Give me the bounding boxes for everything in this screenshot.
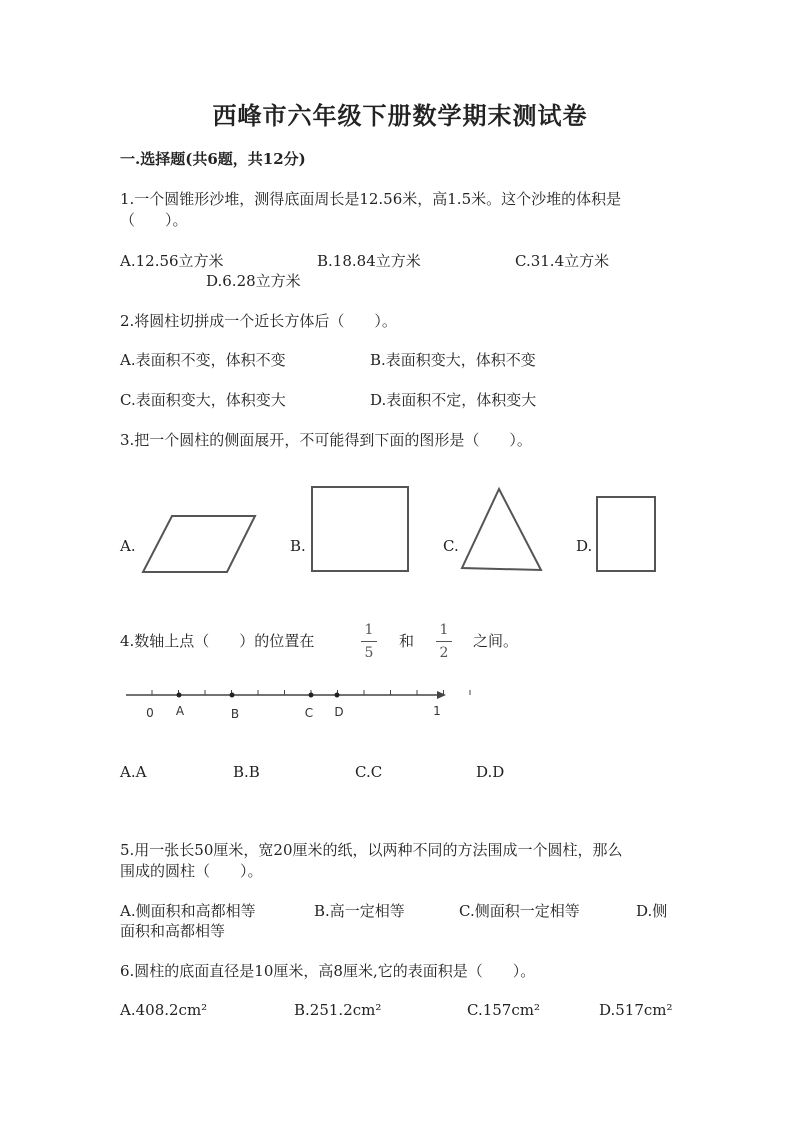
- q2-stem: 2.将圆柱切拼成一个近长方体后（ ）。: [120, 312, 397, 330]
- fraction-numerator: 1: [364, 622, 374, 638]
- q3-option-c[interactable]: C.: [443, 537, 459, 555]
- number-line-label-1: 1: [433, 704, 441, 718]
- number-line-label-d: D: [334, 705, 344, 719]
- q5-option-a[interactable]: A.侧面积和高都相等: [120, 902, 256, 920]
- q4-stem-post: 之间。: [473, 632, 519, 650]
- q2-option-b[interactable]: B.表面积变大，体积不变: [370, 351, 536, 369]
- q6-option-d[interactable]: D.517cm²: [599, 1001, 673, 1019]
- number-line-label-0: 0: [146, 706, 154, 720]
- point-a-dot: [177, 693, 182, 698]
- q6-stem: 6.圆柱的底面直径是10厘米，高8厘米,它的表面积是（ ）。: [120, 962, 536, 980]
- number-line-label-a: A: [175, 704, 185, 718]
- q5-stem-cont: 围成的圆柱（ ）。: [120, 862, 263, 880]
- q6-option-c[interactable]: C.157cm²: [467, 1001, 540, 1019]
- number-line-label-b: B: [230, 707, 240, 721]
- q3-option-b[interactable]: B.: [290, 537, 306, 555]
- q5-option-d[interactable]: D.侧: [636, 902, 668, 920]
- point-b-dot: [230, 693, 235, 698]
- q5-option-b[interactable]: B.高一定相等: [314, 902, 405, 920]
- q3-option-a[interactable]: A.: [120, 537, 136, 555]
- fraction-numerator: 1: [439, 622, 449, 638]
- q3-stem: 3.把一个圆柱的侧面展开，不可能得到下面的图形是（ ）。: [120, 431, 532, 449]
- q4-option-b[interactable]: B.B: [233, 763, 260, 781]
- fraction-denominator: 5: [364, 645, 374, 661]
- q5-option-d-cont: 面积和高都相等: [120, 922, 226, 940]
- q1-option-b[interactable]: B.18.84立方米: [317, 252, 421, 270]
- q4-option-a[interactable]: A.A: [120, 763, 147, 781]
- q1-stem-cont: （ ）。: [120, 211, 188, 229]
- number-line-arrow: [437, 691, 446, 699]
- q6-option-b[interactable]: B.251.2cm²: [294, 1001, 382, 1019]
- number-line-label-c: C: [304, 706, 314, 720]
- q2-option-d[interactable]: D.表面积不定，体积变大: [370, 391, 537, 409]
- q5-stem: 5.用一张长50厘米，宽20厘米的纸，以两种不同的方法围成一个圆柱，那么: [120, 841, 623, 859]
- q2-option-a[interactable]: A.表面积不变，体积不变: [120, 351, 286, 369]
- q4-option-d[interactable]: D.D: [476, 763, 505, 781]
- q3-option-d[interactable]: D.: [576, 537, 593, 555]
- point-c-dot: [309, 693, 314, 698]
- section-heading: 一.选择题(共6题，共12分): [120, 150, 306, 168]
- q5-option-c[interactable]: C.侧面积一定相等: [459, 902, 580, 920]
- q4-option-c[interactable]: C.C: [355, 763, 383, 781]
- fraction-denominator: 2: [439, 645, 449, 661]
- q1-option-c[interactable]: C.31.4立方米: [515, 252, 610, 270]
- q6-option-a[interactable]: A.408.2cm²: [120, 1001, 208, 1019]
- q2-option-c[interactable]: C.表面积变大，体积变大: [120, 391, 286, 409]
- page-title: 西峰市六年级下册数学期末测试卷: [212, 101, 588, 130]
- q1-stem: 1.一个圆锥形沙堆，测得底面周长是12.56米，高1.5米。这个沙堆的体积是: [120, 190, 622, 208]
- q4-stem-mid: 和: [399, 632, 415, 650]
- q1-option-d[interactable]: D.6.28立方米: [206, 272, 301, 290]
- point-d-dot: [335, 693, 340, 698]
- q1-option-a[interactable]: A.12.56立方米: [120, 252, 224, 270]
- q4-stem-pre: 4.数轴上点（ ）的位置在: [120, 632, 315, 650]
